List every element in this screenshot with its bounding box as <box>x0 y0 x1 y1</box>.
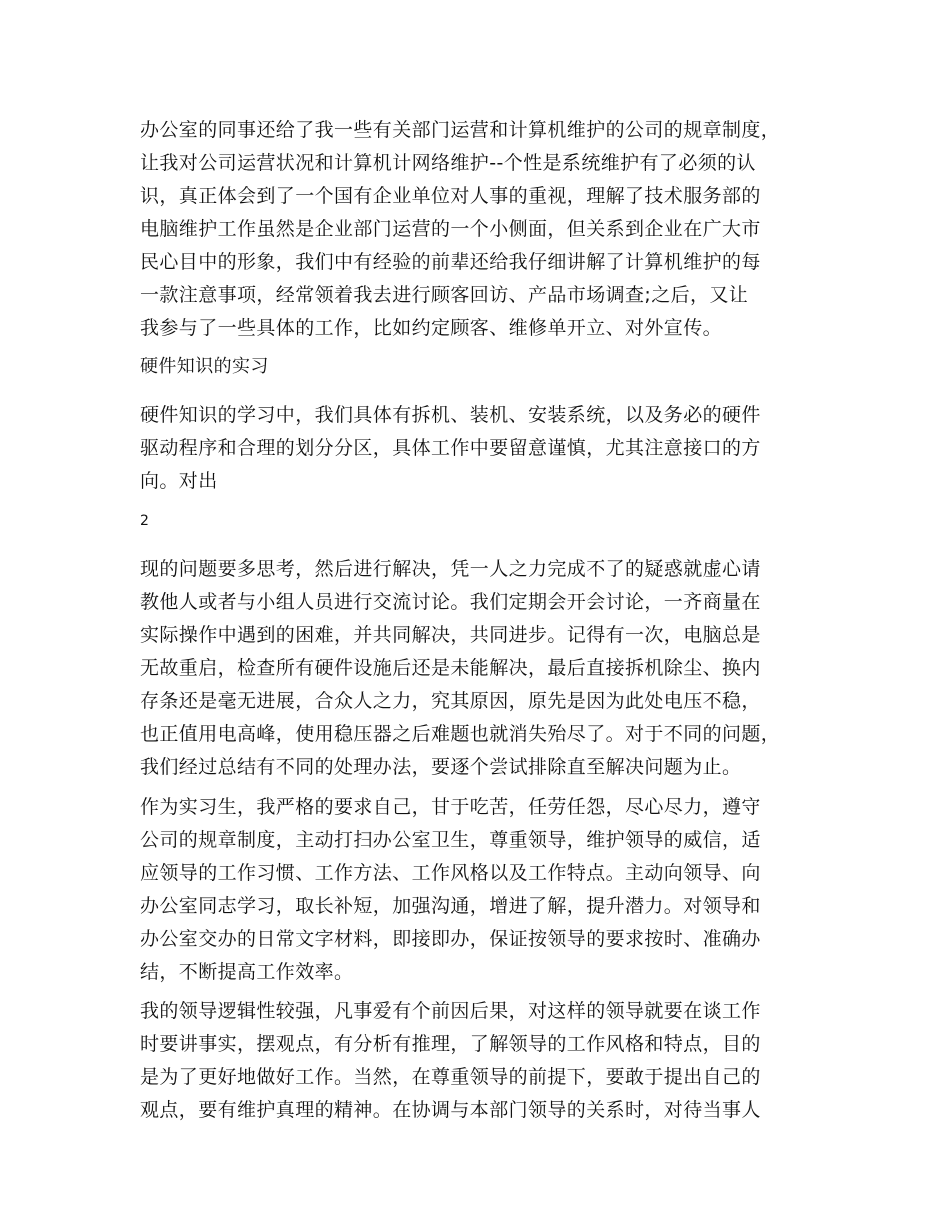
paragraph-intern-conduct <box>140 791 830 989</box>
text-line: 是为了更好地做好工作。当然，在尊重领导的前提下，要敢于提出自己的 <box>140 1066 761 1088</box>
paragraph-hardware-study <box>140 399 830 498</box>
text-line: 一款注意事项，经常领着我去进行顾客回访、产品市场调查;之后，又让 <box>140 284 749 306</box>
text-line: 识，真正体会到了一个国有企业单位对人事的重视，理解了技术服务部的 <box>140 185 761 207</box>
paragraph-company-rules <box>140 114 830 345</box>
text-line: 让我对公司运营状况和计算机计网络维护--个性是系统维护有了必须的认 <box>140 152 756 174</box>
text-line: 现的问题要多思考，然后进行解决，凭一人之力完成不了的疑惑就虚心请 <box>140 558 761 580</box>
text-line: 办公室同志学习，取长补短，加强沟通，增进了解，提升潜力。对领导和 <box>140 895 761 917</box>
paragraph-problem-solving <box>140 553 830 784</box>
heading-text: 硬件知识的实习 <box>140 356 269 377</box>
text-line: 我们经过总结有不同的处理办法，要逐个尝试排除直至解决问题为止。 <box>140 756 742 778</box>
text-line: 办公室交办的日常文字材料，即接即办，保证按领导的要求按时、准确办 <box>140 928 761 950</box>
text-line: 应领导的工作习惯、工作方法、工作风格以及工作特点。主动向领导、向 <box>140 862 761 884</box>
text-line: 硬件知识的学习中，我们具体有拆机、装机、安装系统，以及务必的硬件 <box>140 404 761 426</box>
text-line: 观点，要有维护真理的精神。在协调与本部门领导的关系时，对待当事人 <box>140 1099 761 1121</box>
section-heading-hardware <box>140 350 830 383</box>
text-line: 驱动程序和合理的划分分区，具体工作中要留意谨慎，尤其注意接口的方 <box>140 437 761 459</box>
text-line: 存条还是毫无进展，合众人之力，究其原因，原先是因为此处电压不稳， <box>140 690 761 712</box>
text-line: 教他人或者与小组人员进行交流讨论。我们定期会开会讨论，一齐商量在 <box>140 591 761 613</box>
text-line: 无故重启，检查所有硬件设施后还是未能解决，最后直接拆机除尘、换内 <box>140 657 761 679</box>
text-line: 向。对出 <box>140 470 218 492</box>
text-line: 结，不断提高工作效率。 <box>140 961 354 983</box>
text-line: 公司的规章制度，主动打扫办公室卫生，尊重领导，维护领导的威信，适 <box>140 829 761 851</box>
text-line: 实际操作中遇到的困难，并共同解决，共同进步。记得有一次，电脑总是 <box>140 624 761 646</box>
text-line: 民心目中的形象，我们中有经验的前辈还给我仔细讲解了计算机维护的每 <box>140 251 761 273</box>
page-number <box>140 505 830 538</box>
page-number-text: 2 <box>140 513 149 529</box>
paragraph-leader-relations <box>140 995 830 1127</box>
text-line: 我参与了一些具体的工作，比如约定顾客、维修单开立、对外宣传。 <box>140 317 723 339</box>
text-line: 办公室的同事还给了我一些有关部门运营和计算机维护的公司的规章制度， <box>140 119 781 141</box>
text-line: 电脑维护工作虽然是企业部门运营的一个小侧面，但关系到企业在广大市 <box>140 218 761 240</box>
text-line: 作为实习生，我严格的要求自己，甘于吃苦，任劳任怨，尽心尽力，遵守 <box>140 796 761 818</box>
text-line: 时要讲事实，摆观点，有分析有推理，了解领导的工作风格和特点，目的 <box>140 1033 761 1055</box>
text-line: 也正值用电高峰，使用稳压器之后难题也就消失殆尽了。对于不同的问题， <box>140 723 781 745</box>
text-line: 我的领导逻辑性较强，凡事爱有个前因后果，对这样的领导就要在谈工作 <box>140 1000 761 1022</box>
